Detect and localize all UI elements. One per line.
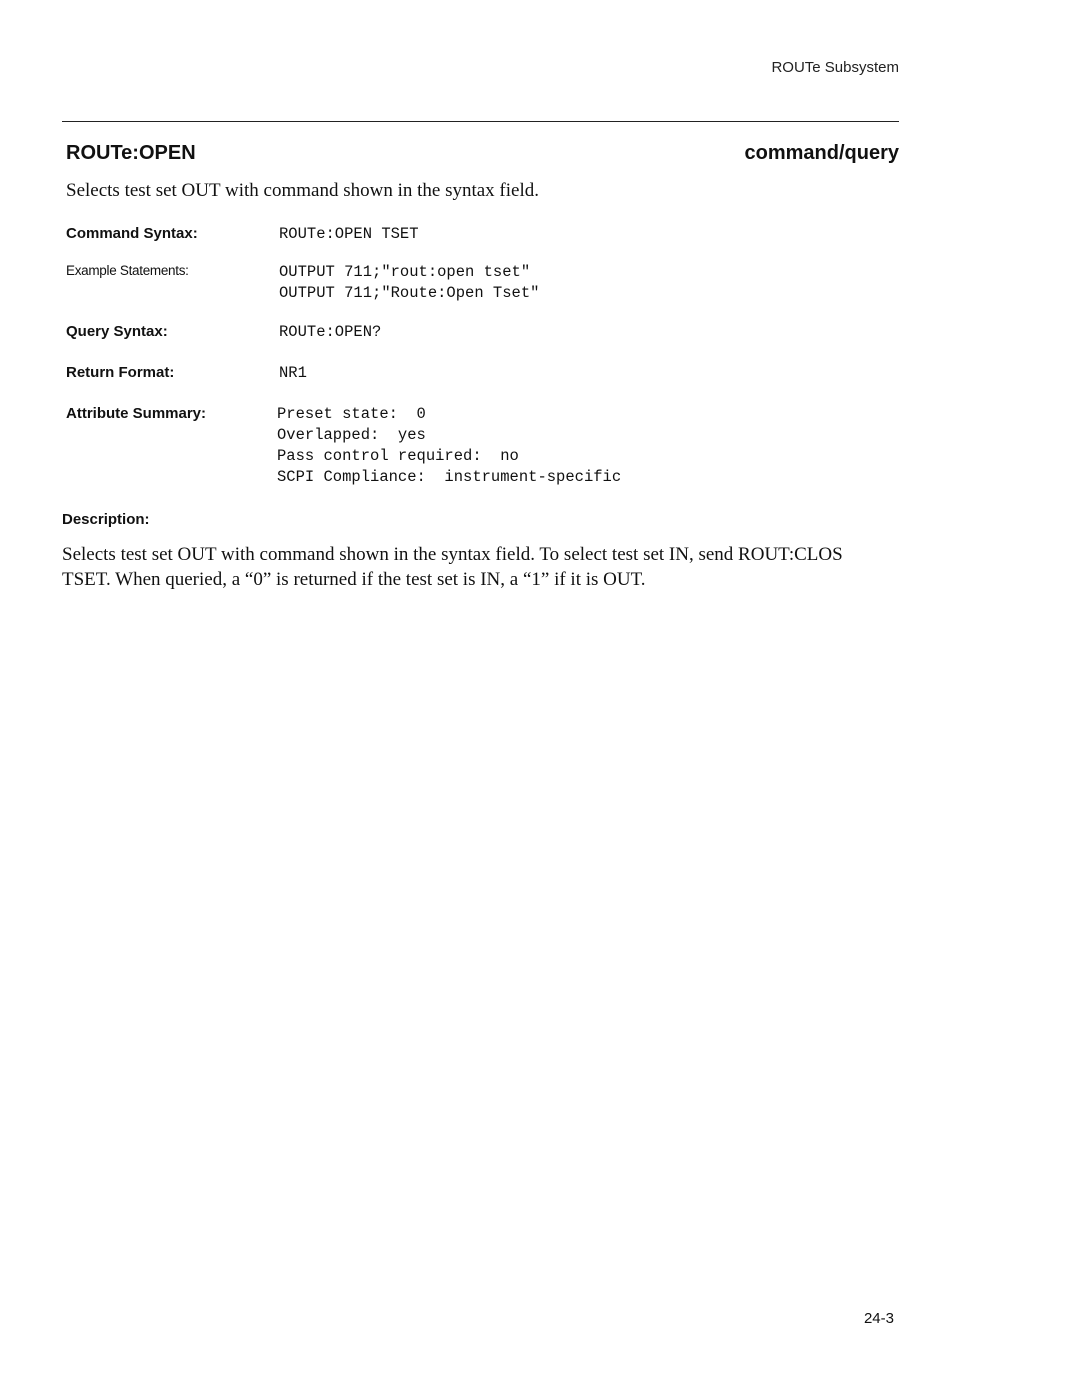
attribute-summary-label: Attribute Summary: xyxy=(66,405,207,422)
example-statement-line: OUTPUT 711;"rout:open tset" xyxy=(279,263,531,281)
command-summary: Selects test set OUT with command shown in the syntax field. xyxy=(66,180,539,201)
command-type: command/query xyxy=(744,142,899,164)
page-number: 24-3 xyxy=(863,1310,894,1327)
example-statements-label: Example Statements: xyxy=(66,263,189,278)
command-syntax-label: Command Syntax: xyxy=(66,225,198,242)
header-rule xyxy=(62,121,899,122)
attribute-line: Preset state: 0 xyxy=(277,405,426,423)
query-syntax-value: ROUTe:OPEN? xyxy=(279,323,382,341)
attribute-line: Pass control required: no xyxy=(277,447,519,465)
query-syntax-label: Query Syntax: xyxy=(66,323,168,340)
return-format-value: NR1 xyxy=(279,364,307,382)
example-statement-line: OUTPUT 711;"Route:Open Tset" xyxy=(279,284,540,302)
description-text: Selects test set OUT with command shown in the syntax field. To select test set IN, send ROUT:CLOS TSET. When queried, a “0” is returned if the test set is IN, a “1” if it is OUT. xyxy=(62,544,843,590)
attribute-line: SCPI Compliance: instrument-specific xyxy=(277,468,622,486)
running-header: ROUTe Subsystem xyxy=(771,59,899,76)
attribute-line: Overlapped: yes xyxy=(277,426,426,444)
description-label: Description: xyxy=(62,511,150,528)
command-syntax-value: ROUTe:OPEN TSET xyxy=(279,225,419,243)
return-format-label: Return Format: xyxy=(66,364,175,381)
command-title: ROUTe:OPEN xyxy=(66,142,196,164)
